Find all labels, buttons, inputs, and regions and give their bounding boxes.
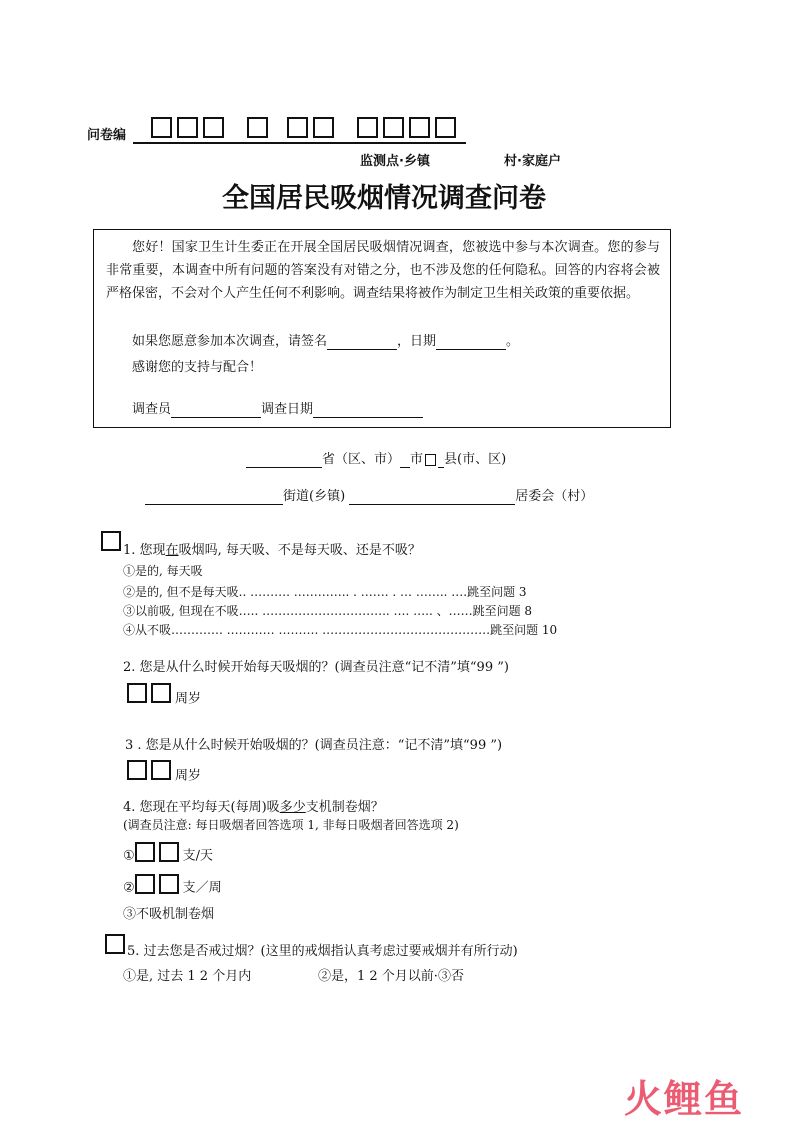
q1-suffix: 吸烟吗, 每天吸、不是每天吸、还是不吸？	[178, 543, 421, 558]
q1-option-4: ④从不吸…………. ………… ………. ……………………………………跳至问题 10	[123, 623, 558, 637]
site-label: 监测点·乡镇	[360, 154, 430, 169]
q4-opt1-unit: 支/天	[182, 848, 214, 864]
intro-paragraph: 您好！国家卫生计生委正在开展全国居民吸烟情况调查，您被选中参与本次调查。您的参与非常重要，本调查中所有问题的答案没有对错之分，也不涉及您的任何隐私。回答的内容将会被严格保密，不会对个人产生任何不利影响。调查结果将被作为制定卫生相关政策的重要依据。	[106, 240, 660, 301]
q1-text	[123, 539, 421, 558]
province-label: 省（区、市）	[322, 452, 401, 467]
village-label: 村·家庭户	[504, 154, 561, 169]
questionnaire-number-label: 问卷编	[87, 128, 127, 143]
q1-option-3: ③以前吸, 但现在不吸….. ………………………….. …. ….. 、……跳至问题 8	[123, 604, 533, 618]
q5-option-2: ②是，1 2 个月以前·③否	[318, 969, 464, 984]
q3-box-1[interactable]	[127, 760, 147, 780]
q3-answer	[127, 760, 201, 784]
q3-unit: 周岁	[175, 768, 202, 784]
q1-answer-box[interactable]	[101, 531, 121, 551]
consent-date-label: ，日期	[397, 334, 437, 349]
q4-underlined: 多少	[279, 800, 306, 815]
q4-option-3: ③不吸机制卷烟	[123, 907, 215, 922]
q4-note: (调查员注意: 每日吸烟者回答选项 1, 非每日吸烟者回答选项 2)	[123, 818, 459, 832]
consent-line	[132, 330, 519, 350]
q5-option-1: ①是, 过去 1 2 个月内	[123, 969, 252, 984]
q4-prefix: 4. 您现在平均每天(每周)吸	[123, 800, 280, 815]
q4-opt1-box-2[interactable]	[159, 842, 179, 862]
street-label: 街道(乡镇)	[283, 489, 346, 504]
q1-option-2: ②是的, 但不是每天吸.. ………. ………….. . ……. . … …….. ….跳至问题 3	[123, 585, 527, 599]
q5-text: 5. 过去您是否戒过烟？(这里的戒烟指认真考虑过要戒烟并有所行动)	[127, 944, 518, 959]
county-label: 县(市、区)	[444, 452, 507, 467]
interviewer-field[interactable]	[171, 402, 261, 418]
q4-opt2-label: ②	[123, 880, 135, 896]
qid-box-9[interactable]	[409, 117, 430, 138]
location-line-2	[145, 485, 593, 505]
watermark-logo	[624, 1068, 744, 1123]
city-field[interactable]	[400, 452, 410, 468]
qid-box-3[interactable]	[203, 117, 224, 138]
survey-date-field[interactable]	[313, 402, 423, 418]
q2-box-2[interactable]	[151, 683, 171, 703]
qid-box-1[interactable]	[151, 117, 172, 138]
q1-prefix: 1. 您现	[123, 543, 166, 558]
q4-option-1	[123, 842, 213, 864]
signature-field[interactable]	[327, 334, 397, 350]
intro-box	[93, 229, 671, 428]
q1-option-1: ①是的, 每天吸	[123, 564, 203, 578]
q2-box-1[interactable]	[127, 683, 147, 703]
city-label: 市	[410, 452, 424, 467]
qid-box-10[interactable]	[435, 117, 456, 138]
consent-end: 。	[506, 334, 520, 349]
q4-opt2-unit: 支／周	[182, 880, 222, 896]
survey-date-label: 调查日期	[261, 402, 314, 417]
committee-field[interactable]	[349, 489, 515, 505]
qid-box-8[interactable]	[383, 117, 404, 138]
q4-opt2-box-1[interactable]	[135, 874, 155, 894]
q2-unit: 周岁	[175, 691, 202, 707]
q3-text: 3 . 您是从什么时候开始吸烟的？(调查员注意：“记不清”填“99 ”)	[125, 738, 503, 753]
q2-text: 2. 您是从什么时候开始每天吸烟的？(调查员注意“记不清”填“99 ”)	[123, 660, 509, 675]
page-title: 全国居民吸烟情况调查问卷	[222, 183, 546, 214]
q4-opt1-label: ①	[123, 848, 135, 864]
qid-box-4[interactable]	[247, 117, 268, 138]
q5-answer-box[interactable]	[105, 934, 125, 954]
street-field[interactable]	[145, 489, 283, 505]
consent-prefix: 如果您愿意参加本次调查，请签名	[132, 334, 328, 349]
interviewer-line	[132, 398, 423, 418]
city-code-box[interactable]	[425, 454, 436, 466]
questionnaire-number-boxes	[133, 114, 466, 144]
watermark-text: 火鲤鱼	[624, 1077, 745, 1121]
location-line-1	[246, 448, 506, 468]
qid-box-7[interactable]	[357, 117, 378, 138]
q1-underlined: 在	[165, 543, 179, 558]
q4-suffix: 支机制卷烟？	[305, 800, 384, 815]
q2-answer	[127, 683, 201, 707]
province-field[interactable]	[246, 452, 322, 468]
consent-date-field[interactable]	[436, 334, 506, 350]
q4-opt2-box-2[interactable]	[159, 874, 179, 894]
q3-box-2[interactable]	[151, 760, 171, 780]
qid-box-6[interactable]	[313, 117, 334, 138]
qid-box-5[interactable]	[287, 117, 308, 138]
interviewer-label: 调查员	[132, 402, 172, 417]
qid-box-2[interactable]	[177, 117, 198, 138]
q4-option-2	[123, 874, 222, 896]
committee-label: 居委会（村）	[515, 489, 594, 504]
q4-opt1-box-1[interactable]	[135, 842, 155, 862]
q4-text	[123, 796, 384, 815]
thanks-text: 感谢您的支持与配合！	[132, 360, 263, 375]
